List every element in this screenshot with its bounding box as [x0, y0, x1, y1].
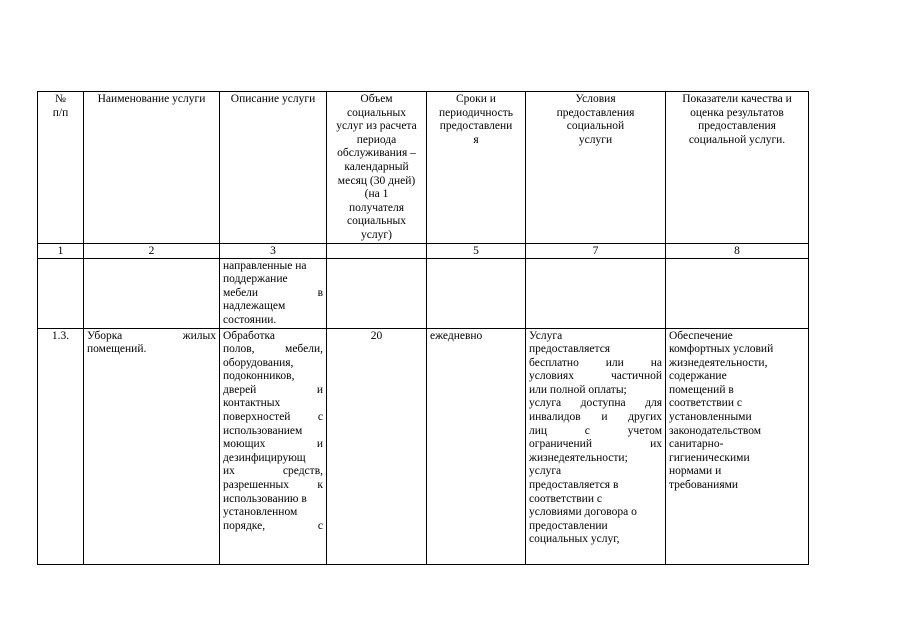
- text-line: комфортных условий: [669, 343, 774, 356]
- text-line: полов, мебели,: [223, 343, 323, 356]
- text-line: предоставляется в: [529, 479, 619, 492]
- column-number-5: 5: [427, 243, 526, 258]
- column-number-1: 1: [38, 243, 84, 258]
- text-line: (на 1: [364, 188, 389, 201]
- column-number-2: 2: [84, 243, 220, 258]
- column-number-8: 8: [666, 243, 809, 258]
- row-service-name: [84, 328, 220, 564]
- text-line: бесплатно или на: [529, 356, 662, 369]
- text-line: предоставлении: [529, 519, 608, 532]
- text-line: законодательством: [669, 424, 762, 437]
- continuation-cell-4: [327, 258, 427, 328]
- column-number-3: 3: [220, 243, 327, 258]
- text-line: условиях частичной: [529, 370, 662, 383]
- text-line: услуг из расчета: [336, 120, 417, 133]
- text-line: условиями договора о: [529, 506, 637, 519]
- text-line: дверей и: [223, 383, 323, 396]
- row-frequency: ежедневно: [427, 328, 526, 564]
- continuation-cell-1: [38, 258, 84, 328]
- text-line: установленными: [669, 411, 752, 424]
- text-line: услуга: [529, 465, 562, 478]
- text-line: п/п: [52, 106, 69, 119]
- text-line: подоконников,: [223, 370, 295, 383]
- text-line: требованиями: [669, 479, 739, 492]
- continuation-cell-5: [427, 258, 526, 328]
- text-line: содержание: [669, 370, 727, 383]
- text-line: использованию в: [223, 492, 307, 505]
- text-line: Описание услуги: [230, 93, 316, 105]
- text-line: обслуживания –: [337, 147, 416, 160]
- text-line: услуги: [578, 133, 613, 146]
- text-line: помещений.: [87, 343, 147, 356]
- text-line: предоставления: [556, 106, 635, 119]
- header-quality-indicators: [666, 92, 809, 244]
- text-line: периода: [356, 133, 397, 146]
- text-line: №: [55, 93, 66, 105]
- text-line: услуга доступна для: [529, 397, 662, 410]
- text-line: помещений в: [669, 383, 734, 396]
- text-line: Услуга: [529, 329, 563, 342]
- text-line: нормами и: [669, 465, 722, 478]
- continuation-cell-7: [666, 258, 809, 328]
- text-line: Обеспечение: [669, 329, 733, 342]
- table-row: [38, 328, 809, 564]
- row-service-description: [220, 328, 327, 564]
- text-line: поддержание: [223, 273, 288, 286]
- text-line: Показатели качества и: [682, 93, 792, 105]
- row-conditions: [526, 328, 666, 564]
- header-volume: [327, 92, 427, 244]
- text-line: Сроки и: [456, 93, 496, 105]
- text-line: или полной оплаты;: [529, 383, 627, 396]
- continuation-row: [38, 258, 809, 328]
- text-line: оборудования,: [223, 356, 294, 369]
- text-line: разрешенных к: [223, 479, 323, 492]
- text-line: использованием: [223, 424, 303, 437]
- text-line: мебели в: [223, 286, 323, 299]
- text-line: ограничений их: [529, 438, 662, 451]
- text-line: их средств,: [223, 465, 323, 478]
- text-line: оценка результатов: [690, 106, 784, 119]
- text-line: периодичность: [439, 106, 513, 119]
- text-line: Объем: [360, 93, 393, 105]
- text-line: социальной услуги.: [688, 133, 786, 146]
- text-line: услуг): [361, 228, 392, 241]
- header-service-name: [84, 92, 220, 244]
- continuation-cell-2: [84, 258, 220, 328]
- text-line: месяц (30 дней): [337, 174, 416, 187]
- column-number-7: 7: [526, 243, 666, 258]
- text-line: соответствии с: [529, 492, 602, 505]
- text-line: состоянии.: [223, 313, 277, 326]
- text-line: жизнедеятельности,: [669, 356, 768, 369]
- text-line: Обработка: [223, 329, 276, 342]
- column-number-4: [327, 243, 427, 258]
- text-line: инвалидов и других: [529, 411, 662, 424]
- row-number: 1.3.: [38, 328, 84, 564]
- text-line: получателя: [349, 201, 404, 214]
- text-line: санитарно-: [669, 438, 724, 451]
- text-line: предоставлени: [439, 120, 513, 133]
- header-number: [38, 92, 84, 244]
- text-line: моющих и: [223, 438, 323, 451]
- text-line: социальных: [347, 215, 406, 228]
- text-line: контактных: [223, 397, 281, 410]
- row-quality-indicators: [666, 328, 809, 564]
- text-line: социальной: [566, 120, 625, 133]
- column-numbers-row: [38, 243, 809, 258]
- row-volume: 20: [327, 328, 427, 564]
- text-line: социальных: [347, 106, 406, 119]
- text-line: Наименование услуги: [97, 93, 206, 105]
- text-line: поверхностей с: [223, 411, 323, 424]
- text-line: Условия: [575, 93, 616, 105]
- text-line: лиц с учетом: [529, 424, 662, 437]
- text-line: установленном: [223, 506, 298, 519]
- text-line: предоставляется: [529, 343, 611, 356]
- text-line: жизнедеятельности;: [529, 451, 628, 464]
- header-conditions: [526, 92, 666, 244]
- text-line: Уборка жилых: [87, 329, 216, 342]
- text-line: гигиеническими: [669, 451, 750, 464]
- text-line: соответствии с: [669, 397, 742, 410]
- text-line: календарный: [344, 160, 409, 173]
- text-line: надлежащем: [223, 300, 286, 313]
- header-row: [38, 92, 809, 244]
- text-line: предоставления: [698, 120, 776, 133]
- text-line: направленные на: [223, 259, 307, 272]
- text-line: социальных услуг,: [529, 533, 620, 546]
- continuation-description: [220, 258, 327, 328]
- continuation-cell-6: [526, 258, 666, 328]
- services-table: [37, 91, 809, 565]
- text-line: дезинфицирующ: [223, 451, 306, 464]
- text-line: я: [473, 133, 479, 146]
- text-line: порядке, с: [223, 519, 323, 532]
- header-terms-frequency: [427, 92, 526, 244]
- header-service-description: [220, 92, 327, 244]
